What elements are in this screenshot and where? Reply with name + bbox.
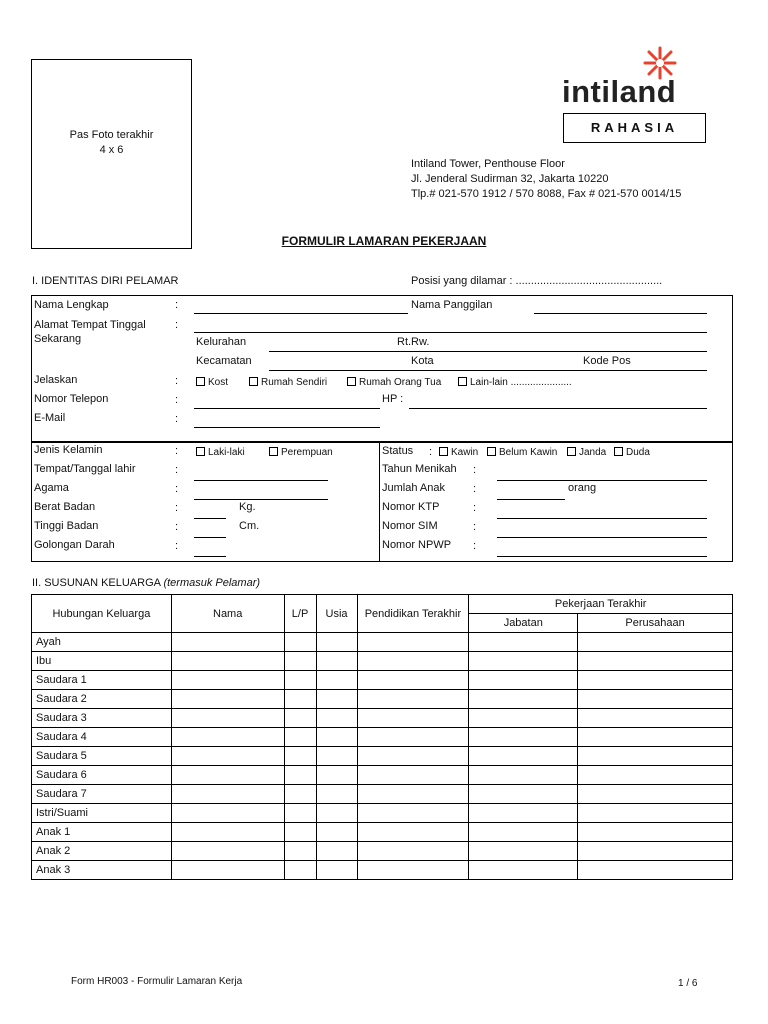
option-rumah-sendiri-label: Rumah Sendiri	[261, 377, 328, 388]
label-kota: Kota	[411, 355, 434, 367]
kelurahan-input[interactable]	[269, 351, 707, 352]
table-row	[32, 823, 733, 842]
family-table	[31, 594, 733, 880]
option-kost[interactable]	[196, 376, 228, 388]
sim-input[interactable]	[497, 537, 707, 538]
section2-heading	[32, 577, 260, 589]
table-cell-input[interactable]	[284, 766, 316, 785]
confidential-stamp: RAHASIA	[563, 113, 706, 143]
table-cell-input[interactable]	[469, 785, 578, 804]
hp-input[interactable]	[409, 408, 707, 409]
option-kost-label: Kost	[208, 377, 229, 388]
row-relation-label: Saudara 5	[32, 747, 172, 766]
colon: :	[473, 502, 477, 514]
table-cell-input[interactable]	[171, 633, 284, 652]
label-kg: Kg.	[239, 501, 256, 513]
label-rtrw: Rt.Rw.	[397, 336, 430, 348]
table-cell-input[interactable]	[357, 804, 469, 823]
option-rumah-ortu-label: Rumah Orang Tua	[359, 377, 442, 388]
footer-page-number: 1 / 6	[678, 978, 698, 989]
colon: :	[473, 464, 477, 476]
table-cell-input[interactable]	[578, 728, 733, 747]
table-row	[32, 766, 733, 785]
option-kawin[interactable]	[439, 446, 478, 458]
table-cell-input[interactable]	[578, 671, 733, 690]
label-agama: Agama	[34, 482, 69, 494]
row-relation-label: Saudara 2	[32, 690, 172, 709]
table-cell-input[interactable]	[284, 861, 316, 880]
jumlah-anak-input[interactable]	[497, 499, 565, 500]
table-cell-input[interactable]	[284, 633, 316, 652]
form-title: FORMULIR LAMARAN PEKERJAAN	[281, 234, 487, 248]
ktp-input[interactable]	[497, 518, 707, 519]
colon: :	[473, 521, 477, 533]
npwp-input[interactable]	[497, 556, 707, 557]
table-cell-input[interactable]	[357, 652, 469, 671]
table-cell-input[interactable]	[171, 671, 284, 690]
table-cell-input[interactable]	[316, 652, 357, 671]
option-lain-lain[interactable]	[458, 376, 572, 388]
table-cell-input[interactable]	[469, 690, 578, 709]
header-usia: Usia	[316, 595, 357, 633]
label-npwp: Nomor NPWP	[382, 539, 452, 551]
table-cell-input[interactable]	[578, 785, 733, 804]
checkbox-icon[interactable]	[196, 447, 205, 456]
table-cell-input[interactable]	[357, 747, 469, 766]
address-line-1: Intiland Tower, Penthouse Floor	[411, 158, 565, 170]
table-cell-input[interactable]	[171, 766, 284, 785]
table-cell-input[interactable]	[578, 652, 733, 671]
label-status: Status	[382, 445, 414, 457]
agama-input[interactable]	[194, 499, 328, 500]
option-duda-label: Duda	[626, 447, 650, 458]
table-cell-input[interactable]	[357, 671, 469, 690]
table-cell-input[interactable]	[469, 747, 578, 766]
label-berat: Berat Badan	[34, 501, 96, 513]
table-cell-input[interactable]	[284, 823, 316, 842]
table-cell-input[interactable]	[578, 823, 733, 842]
label-ttl: Tempat/Tanggal lahir	[34, 463, 136, 475]
photo-caption: Pas Foto terakhir	[69, 129, 154, 141]
table-cell-input[interactable]	[469, 804, 578, 823]
checkbox-icon[interactable]	[487, 447, 496, 456]
table-cell-input[interactable]	[171, 785, 284, 804]
table-cell-input[interactable]	[578, 766, 733, 785]
colon: :	[175, 394, 179, 406]
header-perusahaan: Perusahaan	[578, 614, 733, 633]
header-lp: L/P	[284, 595, 316, 633]
label-kode-pos: Kode Pos	[583, 355, 631, 367]
table-cell-input[interactable]	[171, 747, 284, 766]
header-pendidikan: Pendidikan Terakhir	[357, 595, 469, 633]
table-cell-input[interactable]	[469, 861, 578, 880]
berat-input[interactable]	[194, 518, 226, 519]
table-cell-input[interactable]	[578, 690, 733, 709]
table-cell-input[interactable]	[578, 633, 733, 652]
colon: :	[175, 445, 179, 457]
label-nama-lengkap: Nama Lengkap	[34, 299, 109, 311]
table-cell-input[interactable]	[284, 804, 316, 823]
table-row	[32, 861, 733, 880]
kecamatan-input[interactable]	[269, 370, 707, 371]
table-cell-input[interactable]	[171, 690, 284, 709]
label-cm: Cm.	[239, 520, 260, 532]
row-relation-label: Ibu	[32, 652, 172, 671]
colon: :	[175, 375, 179, 387]
nama-panggilan-input[interactable]	[534, 313, 707, 314]
checkbox-icon[interactable]	[269, 447, 278, 456]
checkbox-icon[interactable]	[458, 377, 467, 386]
checkbox-icon[interactable]	[439, 447, 448, 456]
table-cell-input[interactable]	[357, 823, 469, 842]
checkbox-icon[interactable]	[614, 447, 623, 456]
table-row	[32, 747, 733, 766]
table-cell-input[interactable]	[357, 690, 469, 709]
colon: :	[175, 502, 179, 514]
colon: :	[175, 521, 179, 533]
option-janda[interactable]	[567, 446, 606, 458]
table-cell-input[interactable]	[316, 804, 357, 823]
table-row	[32, 633, 733, 652]
alamat-input[interactable]	[194, 332, 707, 333]
label-goldar: Golongan Darah	[34, 539, 115, 551]
table-cell-input[interactable]	[578, 709, 733, 728]
row-relation-label: Istri/Suami	[32, 804, 172, 823]
identity-box-bottom	[31, 442, 733, 562]
section2-note: (termasuk Pelamar)	[163, 577, 261, 589]
label-hp: HP :	[382, 393, 404, 405]
table-cell-input[interactable]	[284, 728, 316, 747]
colon: :	[175, 540, 179, 552]
colon: :	[175, 319, 179, 331]
label-jumlah-anak: Jumlah Anak	[382, 482, 445, 494]
table-cell-input[interactable]	[284, 785, 316, 804]
table-row	[32, 690, 733, 709]
table-cell-input[interactable]	[284, 652, 316, 671]
section1-heading: I. IDENTITAS DIRI PELAMAR	[32, 275, 179, 287]
table-cell-input[interactable]	[357, 766, 469, 785]
family-table-body	[32, 633, 733, 880]
table-cell-input[interactable]	[357, 709, 469, 728]
option-janda-label: Janda	[579, 447, 607, 458]
row-relation-label: Ayah	[32, 633, 172, 652]
option-rumah-ortu[interactable]	[347, 376, 441, 388]
header-jabatan: Jabatan	[469, 614, 578, 633]
table-row	[32, 652, 733, 671]
option-duda[interactable]	[614, 446, 650, 458]
tahun-menikah-input[interactable]	[497, 480, 707, 481]
header-hubungan: Hubungan Keluarga	[32, 595, 172, 633]
telepon-input[interactable]	[194, 408, 380, 409]
label-kelurahan: Kelurahan	[196, 336, 247, 348]
table-cell-input[interactable]	[357, 633, 469, 652]
table-cell-input[interactable]	[357, 785, 469, 804]
checkbox-icon[interactable]	[196, 377, 205, 386]
ttl-input[interactable]	[194, 480, 328, 481]
address-line-2: Jl. Jenderal Sudirman 32, Jakarta 10220	[411, 173, 609, 185]
goldar-input[interactable]	[194, 556, 226, 557]
table-cell-input[interactable]	[316, 842, 357, 861]
table-cell-input[interactable]	[469, 652, 578, 671]
table-cell-input[interactable]	[469, 842, 578, 861]
header-nama: Nama	[171, 595, 284, 633]
company-address	[411, 157, 681, 202]
table-cell-input[interactable]	[171, 823, 284, 842]
table-cell-input[interactable]	[357, 842, 469, 861]
table-cell-input[interactable]	[171, 652, 284, 671]
tinggi-input[interactable]	[194, 537, 226, 538]
table-cell-input[interactable]	[171, 861, 284, 880]
identity-box-top	[31, 295, 733, 442]
row-relation-label: Anak 2	[32, 842, 172, 861]
table-cell-input[interactable]	[469, 633, 578, 652]
position-applied-field[interactable]: Posisi yang dilamar : ................................................	[411, 275, 663, 287]
option-kawin-label: Kawin	[451, 447, 479, 458]
table-row	[32, 842, 733, 861]
row-relation-label: Saudara 1	[32, 671, 172, 690]
row-relation-label: Saudara 7	[32, 785, 172, 804]
label-tahun-menikah: Tahun Menikah	[382, 463, 457, 475]
table-cell-input[interactable]	[171, 842, 284, 861]
row-relation-label: Anak 3	[32, 861, 172, 880]
table-cell-input[interactable]	[578, 842, 733, 861]
email-input[interactable]	[194, 427, 380, 428]
label-sim: Nomor SIM	[382, 520, 438, 532]
table-cell-input[interactable]	[284, 747, 316, 766]
colon: :	[175, 413, 179, 425]
table-cell-input[interactable]	[316, 766, 357, 785]
company-logo-word: intiland	[562, 74, 677, 109]
footer-form-id: Form HR003 - Formulir Lamaran Kerja	[71, 976, 243, 987]
option-laki-label: Laki-laki	[208, 447, 245, 458]
table-cell-input[interactable]	[171, 804, 284, 823]
option-belum-kawin[interactable]	[487, 446, 557, 458]
table-cell-input[interactable]	[316, 709, 357, 728]
table-row	[32, 728, 733, 747]
table-cell-input[interactable]	[578, 747, 733, 766]
label-tinggi: Tinggi Badan	[34, 520, 99, 532]
label-jelaskan: Jelaskan	[34, 374, 78, 386]
table-cell-input[interactable]	[316, 671, 357, 690]
label-telepon: Nomor Telepon	[34, 393, 109, 405]
nama-lengkap-input[interactable]	[194, 313, 408, 314]
option-rumah-sendiri[interactable]	[249, 376, 327, 388]
column-divider	[379, 443, 380, 561]
checkbox-icon[interactable]	[249, 377, 258, 386]
label-orang: orang	[568, 482, 597, 494]
table-cell-input[interactable]	[316, 633, 357, 652]
table-cell-input[interactable]	[316, 785, 357, 804]
table-cell-input[interactable]	[316, 690, 357, 709]
table-row	[32, 709, 733, 728]
table-cell-input[interactable]	[284, 709, 316, 728]
table-cell-input[interactable]	[316, 747, 357, 766]
table-cell-input[interactable]	[469, 823, 578, 842]
table-cell-input[interactable]	[171, 728, 284, 747]
table-cell-input[interactable]	[578, 861, 733, 880]
table-cell-input[interactable]	[357, 728, 469, 747]
table-cell-input[interactable]	[316, 861, 357, 880]
option-laki-laki[interactable]	[196, 446, 245, 458]
row-relation-label: Saudara 4	[32, 728, 172, 747]
colon: :	[175, 483, 179, 495]
section2-title: II. SUSUNAN KELUARGA	[32, 577, 161, 589]
table-cell-input[interactable]	[171, 709, 284, 728]
colon: :	[175, 464, 179, 476]
table-cell-input[interactable]	[316, 823, 357, 842]
checkbox-icon[interactable]	[347, 377, 356, 386]
table-cell-input[interactable]	[578, 804, 733, 823]
label-alamat: Alamat Tempat Tinggal	[34, 319, 146, 331]
row-relation-label: Saudara 3	[32, 709, 172, 728]
option-belum-label: Belum Kawin	[499, 447, 558, 458]
table-cell-input[interactable]	[284, 842, 316, 861]
table-cell-input[interactable]	[469, 766, 578, 785]
table-row	[32, 804, 733, 823]
label-kecamatan: Kecamatan	[196, 355, 252, 367]
colon: :	[473, 540, 477, 552]
table-cell-input[interactable]	[316, 728, 357, 747]
option-lain-label: Lain-lain ......................	[470, 377, 572, 388]
row-relation-label: Saudara 6	[32, 766, 172, 785]
colon: :	[429, 446, 433, 458]
table-cell-input[interactable]	[469, 671, 578, 690]
photo-placeholder-box	[31, 59, 192, 249]
table-cell-input[interactable]	[469, 709, 578, 728]
label-nama-panggilan: Nama Panggilan	[411, 299, 493, 311]
row-relation-label: Anak 1	[32, 823, 172, 842]
table-cell-input[interactable]	[469, 728, 578, 747]
table-cell-input[interactable]	[284, 671, 316, 690]
label-jenis-kelamin: Jenis Kelamin	[34, 444, 103, 456]
option-perempuan-label: Perempuan	[281, 447, 333, 458]
table-cell-input[interactable]	[357, 861, 469, 880]
photo-size: 4 x 6	[99, 144, 124, 156]
table-cell-input[interactable]	[284, 690, 316, 709]
label-email: E-Mail	[34, 412, 66, 424]
header-pekerjaan: Pekerjaan Terakhir	[469, 595, 733, 614]
colon: :	[473, 483, 477, 495]
colon: :	[175, 299, 179, 311]
address-line-3: Tlp.# 021-570 1912 / 570 8088, Fax # 021-570 0014/15	[411, 188, 682, 200]
option-perempuan[interactable]	[269, 446, 333, 458]
label-alamat-2: Sekarang	[34, 333, 82, 345]
label-ktp: Nomor KTP	[382, 501, 440, 513]
table-row	[32, 785, 733, 804]
checkbox-icon[interactable]	[567, 447, 576, 456]
table-row	[32, 671, 733, 690]
